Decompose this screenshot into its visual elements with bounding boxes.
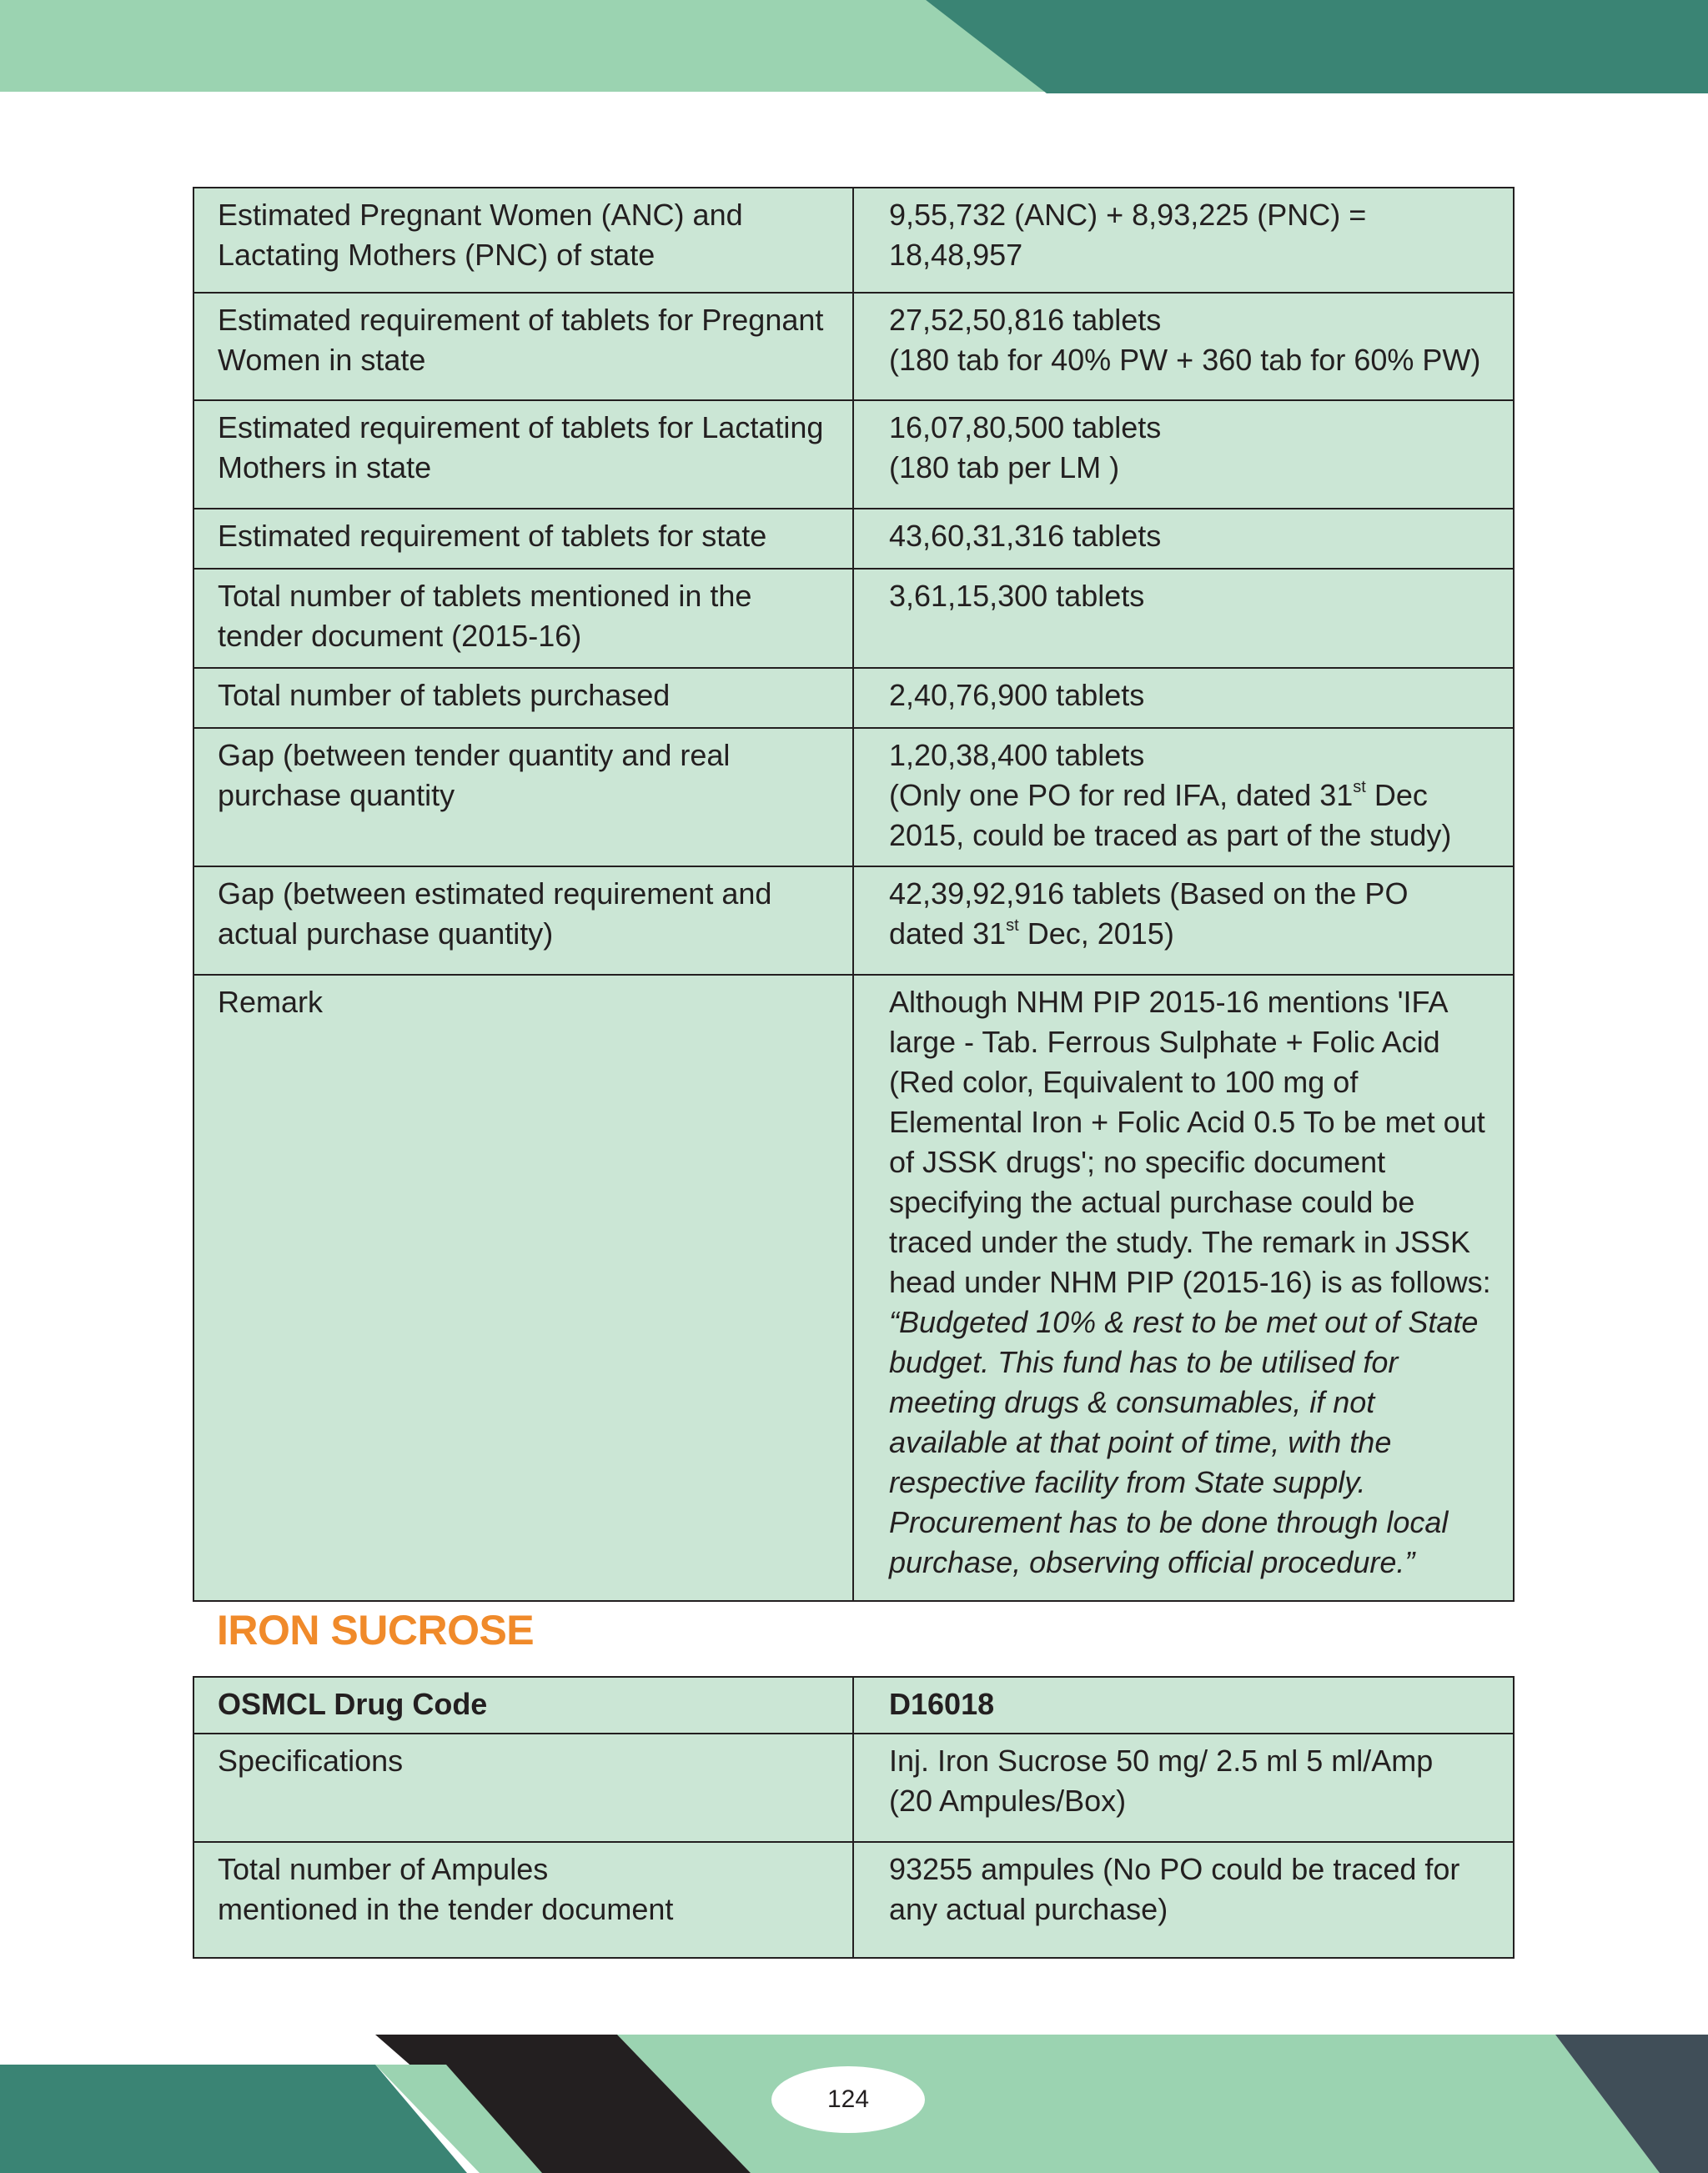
row-label — [193, 1842, 853, 1958]
section-heading: IRON SUCROSE — [217, 1607, 535, 1654]
banner-light-shape — [0, 0, 1047, 92]
row-label: Specifications — [193, 1734, 853, 1842]
row-value: 93255 ampules (No PO could be traced for any actual purchase) — [853, 1842, 1514, 1958]
remark-value — [853, 975, 1514, 1601]
table-row — [193, 1734, 1514, 1842]
superscript: st — [1006, 916, 1019, 935]
row-label: Remark — [193, 975, 853, 1601]
row-value: 43,60,31,316 tablets — [853, 509, 1514, 569]
header-label: OSMCL Drug Code — [193, 1677, 853, 1734]
table-row — [193, 728, 1514, 866]
table-row — [193, 293, 1514, 400]
value-main: 42,39,92,916 tablets (Based on the PO dated 31 — [889, 876, 1409, 951]
row-value: 9,55,732 (ANC) + 8,93,225 (PNC) = 18,48,957 — [853, 188, 1514, 293]
banner-dark-shape — [926, 0, 1708, 93]
iron-sucrose-table — [193, 1676, 1515, 1959]
table-header-row — [193, 1677, 1514, 1734]
table-row — [193, 1842, 1514, 1958]
value-note-cont: Dec 2015, could be traced as part of the study) — [889, 778, 1452, 852]
row-label: Total number of tablets purchased — [193, 668, 853, 728]
value-note: (180 tab per LM ) — [889, 450, 1120, 484]
value-main: Inj. Iron Sucrose 50 mg/ 2.5 ml 5 ml/Amp — [889, 1744, 1434, 1778]
table-row — [193, 569, 1514, 668]
row-value — [853, 400, 1514, 509]
row-label: Estimated Pregnant Women (ANC) and Lactating Mothers (PNC) of state — [193, 188, 853, 293]
value-note: (20 Ampules/Box) — [889, 1784, 1127, 1818]
row-value — [853, 293, 1514, 400]
row-label: Total number of tablets mentioned in the tender document (2015-16) — [193, 569, 853, 668]
value-main: 16,07,80,500 tablets — [889, 410, 1162, 444]
row-label: Gap (between estimated requirement and actual purchase quantity) — [193, 866, 853, 975]
remark-quote: “Budgeted 10% & rest to be met out of State budget. This fund has to be utilised for meeting drugs & consumables, if not available at that point of time, with the respective facility from State supply. Procurement has to be done through local purchase, observing official procedure.” — [889, 1305, 1479, 1579]
row-label: Estimated requirement of tablets for state — [193, 509, 853, 569]
value-note: (180 tab for 40% PW + 360 tab for 60% PW) — [889, 343, 1481, 377]
label-line-2: mentioned in the tender document — [218, 1892, 674, 1926]
row-label: Estimated requirement of tablets for Pregnant Women in state — [193, 293, 853, 400]
value-main-cont: Dec, 2015) — [1018, 916, 1174, 951]
top-decorative-banner — [0, 0, 1708, 93]
header-value: D16018 — [853, 1677, 1514, 1734]
superscript: st — [1353, 778, 1366, 796]
table-row — [193, 668, 1514, 728]
table-row — [193, 188, 1514, 293]
row-value: 3,61,15,300 tablets — [853, 569, 1514, 668]
row-value — [853, 866, 1514, 975]
value-main: 27,52,50,816 tablets — [889, 303, 1162, 337]
value-main: 1,20,38,400 tablets — [889, 738, 1145, 772]
value-note: (Only one PO for red IFA, dated 31 — [889, 778, 1354, 812]
remark-text: Although NHM PIP 2015-16 mentions 'IFA large - Tab. Ferrous Sulphate + Folic Acid (Red color, Equivalent to 100 mg of Elemental Iron + Folic Acid 0.5 To be met out of JSSK drugs'; no specific document specifying the actual purchase could be traced under the study. The remark in JSSK head under NHM PIP (2015-16) is as follows: — [889, 985, 1491, 1299]
row-label: Gap (between tender quantity and real purchase quantity — [193, 728, 853, 866]
row-value — [853, 1734, 1514, 1842]
ifa-requirement-table — [193, 187, 1515, 1602]
row-label: Estimated requirement of tablets for Lactating Mothers in state — [193, 400, 853, 509]
table-row — [193, 400, 1514, 509]
table-row — [193, 975, 1514, 1601]
table-row — [193, 866, 1514, 975]
table-row — [193, 509, 1514, 569]
row-value: 2,40,76,900 tablets — [853, 668, 1514, 728]
row-value — [853, 728, 1514, 866]
label-line-1: Total number of Ampules — [218, 1852, 549, 1886]
page-number: 124 — [771, 2066, 925, 2133]
